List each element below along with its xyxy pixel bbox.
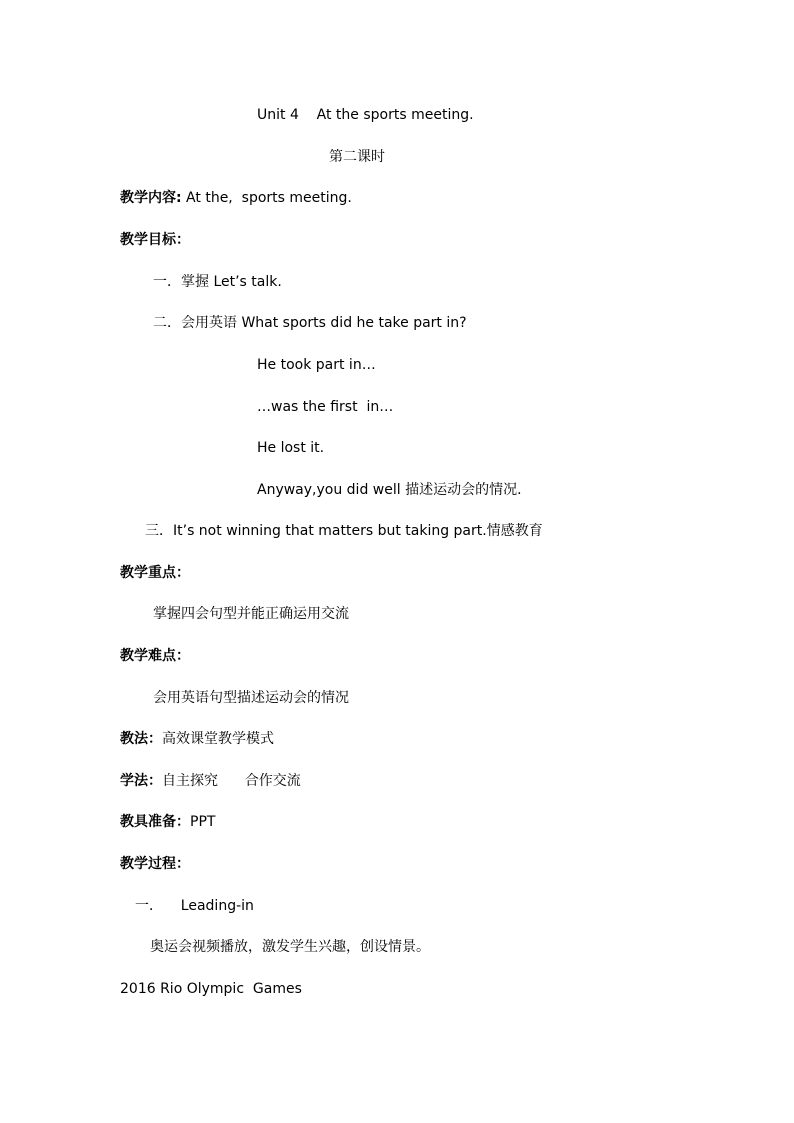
method-value: 高效课堂教学模式: [162, 731, 274, 747]
process-footer: 2016 Rio Olympic Games: [120, 981, 302, 997]
objective-sentence: He took part in…: [257, 357, 376, 373]
objective-sentence: Anyway,you did well 描述运动会的情况.: [257, 482, 522, 498]
objectives-label: 教学目标：: [120, 232, 190, 248]
objective-item-2: 二．会用英语 What sports did he take part in?: [153, 315, 467, 331]
content-value: At the, sports meeting.: [181, 190, 352, 206]
difficulties-label: 教学难点：: [120, 648, 190, 664]
lesson-subtitle: 第二课时: [329, 149, 385, 165]
study-value: 自主探究 合作交流: [162, 773, 301, 789]
key-points-label: 教学重点：: [120, 565, 190, 581]
study-label: 学法：: [120, 773, 162, 789]
process-step-1: 一． Leading-in: [135, 898, 254, 914]
method-label: 教法：: [120, 731, 162, 747]
difficulties-value: 会用英语句型描述运动会的情况: [153, 690, 349, 706]
process-label: 教学过程：: [120, 856, 190, 872]
objective-sentence: He lost it.: [257, 440, 325, 456]
key-points-value: 掌握四会句型并能正确运用交流: [153, 606, 349, 622]
document-title: Unit 4 At the sports meeting.: [257, 107, 474, 123]
objective-item-1: 一．掌握 Let’s talk.: [153, 274, 282, 290]
content-row: [120, 188, 352, 208]
study-row: [120, 771, 301, 791]
tools-value: PPT: [190, 814, 216, 830]
objective-item-3: 三．It’s not winning that matters but taking part.情感教育: [145, 523, 543, 539]
process-step-1-desc: 奥运会视频播放，激发学生兴趣，创设情景。: [150, 939, 430, 955]
content-label: 教学内容:: [120, 190, 182, 206]
method-row: [120, 729, 274, 749]
tools-row: [120, 812, 215, 832]
objective-sentence: …was the first in…: [257, 399, 394, 415]
tools-label: 教具准备：: [120, 814, 190, 830]
